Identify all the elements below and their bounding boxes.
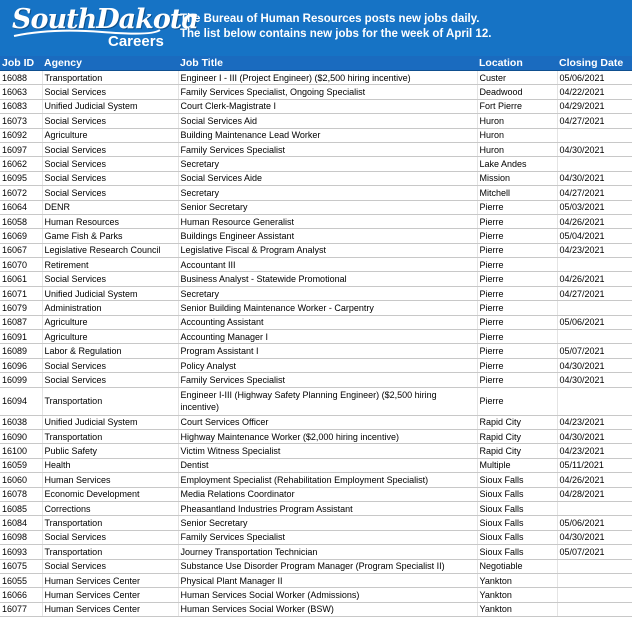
table-row — [0, 301, 632, 315]
job-title-cell: Social Services Aide — [178, 171, 477, 185]
closing-date-cell: 04/27/2021 — [557, 186, 632, 200]
job-id-cell: 16089 — [0, 344, 42, 358]
agency-cell: Transportation — [42, 71, 178, 85]
job-id-cell: 16078 — [0, 487, 42, 501]
agency-cell: Public Safety — [42, 444, 178, 458]
agency-cell: Social Services — [42, 157, 178, 171]
agency-cell: Human Services Center — [42, 602, 178, 616]
job-id-cell: 16091 — [0, 330, 42, 344]
job-title-cell: Physical Plant Manager II — [178, 573, 477, 587]
job-id-cell: 16100 — [0, 444, 42, 458]
location-cell: Huron — [477, 142, 557, 156]
job-id-cell: 16083 — [0, 99, 42, 113]
location-cell: Pierre — [477, 243, 557, 257]
job-title-cell: Building Maintenance Lead Worker — [178, 128, 477, 142]
job-id-cell: 16055 — [0, 573, 42, 587]
location-cell: Sioux Falls — [477, 501, 557, 515]
table-row — [0, 114, 632, 128]
table-row — [0, 157, 632, 171]
job-title-cell: Engineer I - III (Project Engineer) ($2,500 hiring incentive) — [178, 71, 477, 85]
agency-cell: Social Services — [42, 530, 178, 544]
table-row — [0, 286, 632, 300]
job-id-cell: 16067 — [0, 243, 42, 257]
job-id-cell: 16063 — [0, 85, 42, 99]
job-id-cell: 16079 — [0, 301, 42, 315]
agency-cell: Social Services — [42, 142, 178, 156]
closing-date-cell — [557, 501, 632, 515]
table-body — [0, 71, 632, 617]
location-cell: Fort Pierre — [477, 99, 557, 113]
job-title-cell: Human Services Social Worker (BSW) — [178, 602, 477, 616]
closing-date-cell: 04/30/2021 — [557, 429, 632, 443]
job-title-cell: Employment Specialist (Rehabilitation Employment Specialist) — [178, 473, 477, 487]
location-cell: Sioux Falls — [477, 516, 557, 530]
location-cell: Yankton — [477, 602, 557, 616]
job-id-cell: 16096 — [0, 358, 42, 372]
table-row — [0, 99, 632, 113]
location-cell: Pierre — [477, 214, 557, 228]
header-line-2: The list below contains new jobs for the week of April 12. — [180, 28, 492, 40]
closing-date-cell — [557, 258, 632, 272]
agency-cell: Transportation — [42, 516, 178, 530]
location-cell: Pierre — [477, 344, 557, 358]
job-title-cell: Court Clerk-Magistrate I — [178, 99, 477, 113]
agency-cell: Transportation — [42, 545, 178, 559]
job-title-cell: Senior Building Maintenance Worker - Carpentry — [178, 301, 477, 315]
location-cell: Pierre — [477, 229, 557, 243]
job-title-cell: Secretary — [178, 186, 477, 200]
location-cell: Lake Andes — [477, 157, 557, 171]
location-cell: Multiple — [477, 458, 557, 472]
closing-date-cell — [557, 301, 632, 315]
jobs-table — [0, 56, 632, 617]
job-title-cell: Family Services Specialist, Ongoing Specialist — [178, 85, 477, 99]
table-row — [0, 344, 632, 358]
agency-cell: DENR — [42, 200, 178, 214]
job-id-cell: 16088 — [0, 71, 42, 85]
table-row — [0, 142, 632, 156]
closing-date-cell — [557, 128, 632, 142]
closing-date-cell: 04/26/2021 — [557, 473, 632, 487]
table-row — [0, 330, 632, 344]
closing-date-cell: 05/06/2021 — [557, 71, 632, 85]
job-id-cell: 16060 — [0, 473, 42, 487]
location-cell: Mission — [477, 171, 557, 185]
closing-date-cell: 04/28/2021 — [557, 487, 632, 501]
job-title-cell: Pheasantland Industries Program Assistant — [178, 501, 477, 515]
header-line-1: The Bureau of Human Resources posts new jobs daily. — [180, 13, 480, 25]
job-id-cell: 16087 — [0, 315, 42, 329]
table-row — [0, 559, 632, 573]
location-cell: Mitchell — [477, 186, 557, 200]
closing-date-cell: 04/26/2021 — [557, 214, 632, 228]
location-cell: Pierre — [477, 301, 557, 315]
table-row — [0, 214, 632, 228]
closing-date-cell: 05/07/2021 — [557, 545, 632, 559]
column-header-job-title: Job Title — [178, 56, 477, 71]
closing-date-cell: 04/30/2021 — [557, 358, 632, 372]
closing-date-cell: 04/30/2021 — [557, 171, 632, 185]
column-header-location: Location — [477, 56, 557, 71]
job-title-cell: Human Resource Generalist — [178, 214, 477, 228]
closing-date-cell: 04/23/2021 — [557, 444, 632, 458]
agency-cell: Social Services — [42, 186, 178, 200]
location-cell: Huron — [477, 128, 557, 142]
table-row — [0, 200, 632, 214]
job-title-cell: Engineer I-III (Highway Safety Planning Engineer) ($2,500 hiring incentive) — [178, 387, 477, 415]
location-cell: Sioux Falls — [477, 545, 557, 559]
location-cell: Custer — [477, 71, 557, 85]
agency-cell: Social Services — [42, 373, 178, 387]
agency-cell: Agriculture — [42, 330, 178, 344]
location-cell: Sioux Falls — [477, 487, 557, 501]
location-cell: Rapid City — [477, 415, 557, 429]
closing-date-cell: 04/29/2021 — [557, 99, 632, 113]
agency-cell: Social Services — [42, 358, 178, 372]
agency-cell: Unified Judicial System — [42, 99, 178, 113]
location-cell: Pierre — [477, 200, 557, 214]
job-id-cell: 16071 — [0, 286, 42, 300]
table-row — [0, 487, 632, 501]
job-id-cell: 16062 — [0, 157, 42, 171]
job-title-cell: Policy Analyst — [178, 358, 477, 372]
table-row — [0, 473, 632, 487]
job-title-cell: Secretary — [178, 157, 477, 171]
closing-date-cell: 05/06/2021 — [557, 315, 632, 329]
table-row — [0, 243, 632, 257]
table-row — [0, 315, 632, 329]
table-row — [0, 272, 632, 286]
job-title-cell: Business Analyst - Statewide Promotional — [178, 272, 477, 286]
south-dakota-logo — [12, 4, 198, 52]
closing-date-cell — [557, 387, 632, 415]
job-title-cell: Family Services Specialist — [178, 530, 477, 544]
job-id-cell: 16093 — [0, 545, 42, 559]
agency-cell: Social Services — [42, 85, 178, 99]
job-id-cell: 16038 — [0, 415, 42, 429]
agency-cell: Transportation — [42, 429, 178, 443]
closing-date-cell: 04/23/2021 — [557, 415, 632, 429]
agency-cell: Social Services — [42, 559, 178, 573]
closing-date-cell: 05/04/2021 — [557, 229, 632, 243]
agency-cell: Social Services — [42, 114, 178, 128]
column-header-closing-date: Closing Date — [557, 56, 632, 71]
closing-date-cell: 05/07/2021 — [557, 344, 632, 358]
job-title-cell: Program Assistant I — [178, 344, 477, 358]
table-row — [0, 229, 632, 243]
table-row — [0, 573, 632, 587]
agency-cell: Human Services Center — [42, 573, 178, 587]
job-title-cell: Senior Secretary — [178, 516, 477, 530]
logo-careers-text: Careers — [108, 33, 164, 50]
job-id-cell: 16085 — [0, 501, 42, 515]
agency-cell: Retirement — [42, 258, 178, 272]
header-description — [180, 12, 491, 42]
table-row — [0, 128, 632, 142]
agency-cell: Corrections — [42, 501, 178, 515]
table-header-row — [0, 56, 632, 71]
job-title-cell: Media Relations Coordinator — [178, 487, 477, 501]
table-row — [0, 501, 632, 515]
job-title-cell: Social Services Aid — [178, 114, 477, 128]
job-title-cell: Buildings Engineer Assistant — [178, 229, 477, 243]
header-banner — [0, 0, 632, 56]
location-cell: Rapid City — [477, 429, 557, 443]
job-title-cell: Accounting Manager I — [178, 330, 477, 344]
job-id-cell: 16097 — [0, 142, 42, 156]
location-cell: Yankton — [477, 588, 557, 602]
table-row — [0, 358, 632, 372]
job-id-cell: 16061 — [0, 272, 42, 286]
location-cell: Huron — [477, 114, 557, 128]
closing-date-cell — [557, 330, 632, 344]
agency-cell: Legislative Research Council — [42, 243, 178, 257]
table-row — [0, 85, 632, 99]
agency-cell: Human Services Center — [42, 588, 178, 602]
job-title-cell: Court Services Officer — [178, 415, 477, 429]
closing-date-cell: 04/27/2021 — [557, 114, 632, 128]
agency-cell: Agriculture — [42, 128, 178, 142]
job-id-cell: 16058 — [0, 214, 42, 228]
location-cell: Pierre — [477, 286, 557, 300]
agency-cell: Social Services — [42, 272, 178, 286]
job-id-cell: 16092 — [0, 128, 42, 142]
table-row — [0, 71, 632, 85]
job-id-cell: 16084 — [0, 516, 42, 530]
agency-cell: Unified Judicial System — [42, 286, 178, 300]
agency-cell: Game Fish & Parks — [42, 229, 178, 243]
job-title-cell: Accounting Assistant — [178, 315, 477, 329]
agency-cell: Human Services — [42, 473, 178, 487]
closing-date-cell: 04/23/2021 — [557, 243, 632, 257]
table-row — [0, 373, 632, 387]
job-id-cell: 16075 — [0, 559, 42, 573]
closing-date-cell: 04/26/2021 — [557, 272, 632, 286]
job-id-cell: 16059 — [0, 458, 42, 472]
closing-date-cell: 04/27/2021 — [557, 286, 632, 300]
closing-date-cell: 04/30/2021 — [557, 142, 632, 156]
location-cell: Pierre — [477, 272, 557, 286]
job-title-cell: Senior Secretary — [178, 200, 477, 214]
agency-cell: Human Resources — [42, 214, 178, 228]
closing-date-cell: 05/06/2021 — [557, 516, 632, 530]
job-title-cell: Secretary — [178, 286, 477, 300]
location-cell: Yankton — [477, 573, 557, 587]
location-cell: Pierre — [477, 373, 557, 387]
table-row — [0, 186, 632, 200]
job-id-cell: 16094 — [0, 387, 42, 415]
logo-script-text: SouthDakota — [12, 4, 198, 35]
table-row — [0, 429, 632, 443]
job-title-cell: Victim Witness Specialist — [178, 444, 477, 458]
job-id-cell: 16069 — [0, 229, 42, 243]
location-cell: Pierre — [477, 387, 557, 415]
agency-cell: Health — [42, 458, 178, 472]
table-row — [0, 458, 632, 472]
location-cell: Rapid City — [477, 444, 557, 458]
job-id-cell: 16073 — [0, 114, 42, 128]
closing-date-cell: 05/11/2021 — [557, 458, 632, 472]
job-title-cell: Human Services Social Worker (Admissions) — [178, 588, 477, 602]
closing-date-cell: 04/30/2021 — [557, 530, 632, 544]
location-cell: Deadwood — [477, 85, 557, 99]
table-row — [0, 258, 632, 272]
closing-date-cell: 04/30/2021 — [557, 373, 632, 387]
location-cell: Pierre — [477, 315, 557, 329]
job-title-cell: Family Services Specialist — [178, 373, 477, 387]
job-title-cell: Journey Transportation Technician — [178, 545, 477, 559]
location-cell: Pierre — [477, 358, 557, 372]
job-title-cell: Highway Maintenance Worker ($2,000 hiring incentive) — [178, 429, 477, 443]
job-id-cell: 16070 — [0, 258, 42, 272]
table-row — [0, 415, 632, 429]
location-cell: Sioux Falls — [477, 473, 557, 487]
job-id-cell: 16066 — [0, 588, 42, 602]
table-row — [0, 530, 632, 544]
agency-cell: Agriculture — [42, 315, 178, 329]
table-row — [0, 444, 632, 458]
job-id-cell: 16098 — [0, 530, 42, 544]
job-id-cell: 16090 — [0, 429, 42, 443]
agency-cell: Labor & Regulation — [42, 344, 178, 358]
job-id-cell: 16099 — [0, 373, 42, 387]
job-id-cell: 16077 — [0, 602, 42, 616]
job-title-cell: Legislative Fiscal & Program Analyst — [178, 243, 477, 257]
location-cell: Negotiable — [477, 559, 557, 573]
table-row — [0, 387, 632, 415]
closing-date-cell: 05/03/2021 — [557, 200, 632, 214]
table-row — [0, 516, 632, 530]
job-title-cell: Substance Use Disorder Program Manager (Program Specialist II) — [178, 559, 477, 573]
agency-cell: Transportation — [42, 387, 178, 415]
table-row — [0, 588, 632, 602]
job-title-cell: Accountant III — [178, 258, 477, 272]
table-row — [0, 545, 632, 559]
column-header-agency: Agency — [42, 56, 178, 71]
table-row — [0, 602, 632, 616]
table-row — [0, 171, 632, 185]
closing-date-cell — [557, 559, 632, 573]
job-id-cell: 16064 — [0, 200, 42, 214]
job-id-cell: 16072 — [0, 186, 42, 200]
column-header-job-id: Job ID — [0, 56, 42, 71]
closing-date-cell — [557, 588, 632, 602]
job-title-cell: Dentist — [178, 458, 477, 472]
closing-date-cell — [557, 157, 632, 171]
agency-cell: Unified Judicial System — [42, 415, 178, 429]
location-cell: Pierre — [477, 258, 557, 272]
closing-date-cell — [557, 602, 632, 616]
agency-cell: Administration — [42, 301, 178, 315]
job-id-cell: 16095 — [0, 171, 42, 185]
closing-date-cell — [557, 573, 632, 587]
agency-cell: Economic Development — [42, 487, 178, 501]
agency-cell: Social Services — [42, 171, 178, 185]
location-cell: Sioux Falls — [477, 530, 557, 544]
closing-date-cell: 04/22/2021 — [557, 85, 632, 99]
location-cell: Pierre — [477, 330, 557, 344]
job-title-cell: Family Services Specialist — [178, 142, 477, 156]
